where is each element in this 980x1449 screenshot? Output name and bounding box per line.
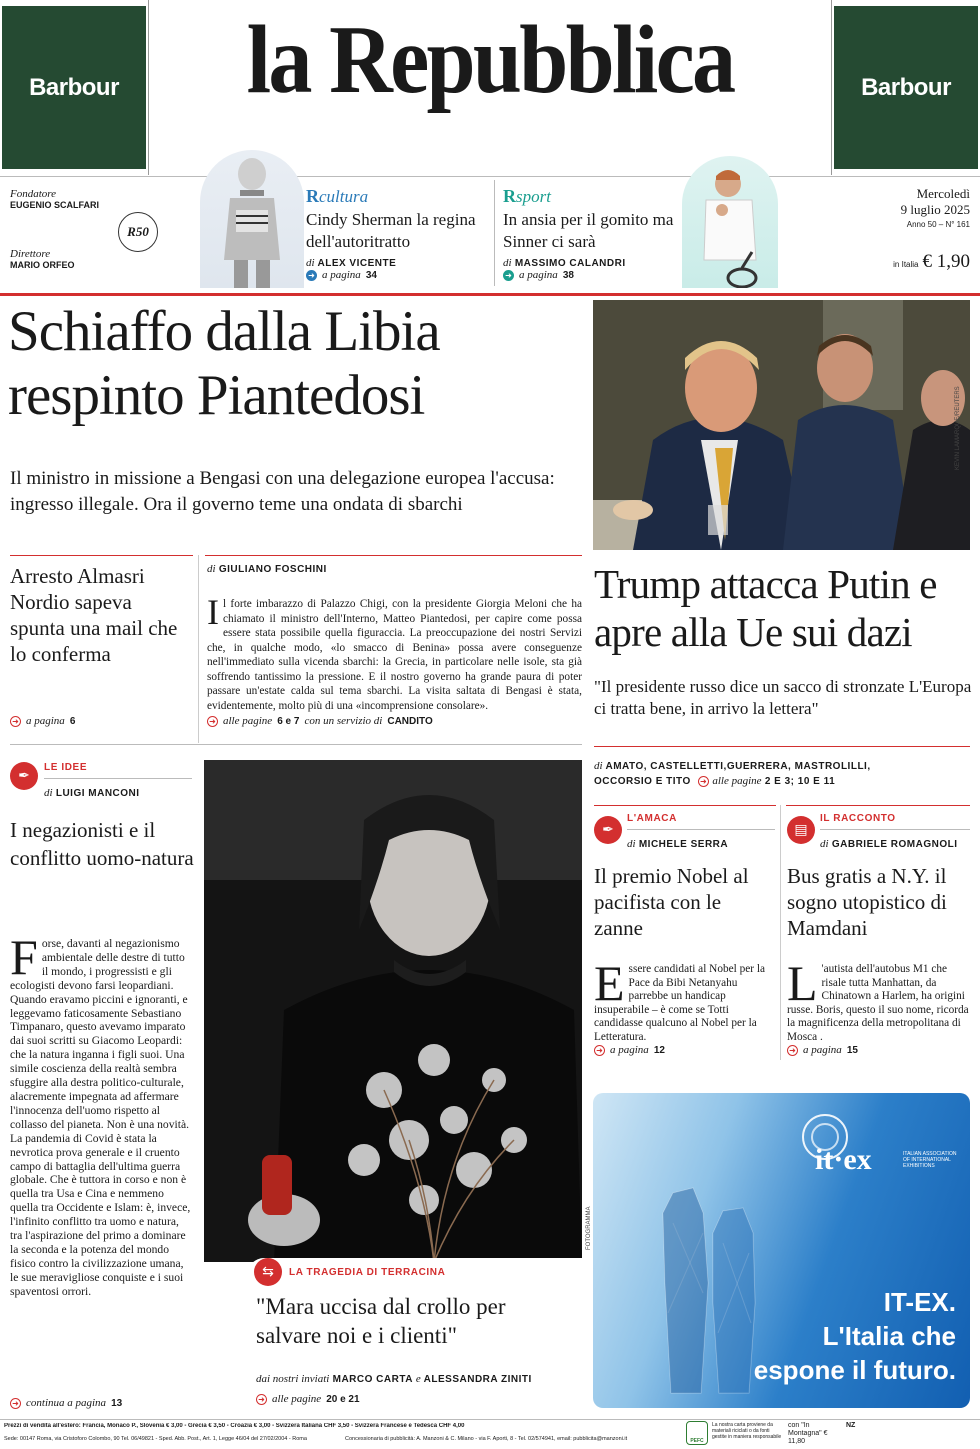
footer-address: Sede: 00147 Roma, via Cristoforo Colombo, 90 Tel. 06/49821 - Sped. Abb. Post., Art. 1, Legge 46/04 del 27/02/2004 - Roma [4,1436,307,1442]
price-label: in Italia [893,260,919,269]
itex-ad[interactable] [593,1093,970,1408]
itex-logo: it·ex [815,1143,872,1176]
amaca-body [594,955,774,1045]
arrow-icon: ➜ [787,1045,798,1056]
teaser-separator [494,180,495,286]
lead-by: di [207,563,216,575]
lead-ref[interactable] [207,715,433,727]
split-arrows-icon: ⇆ [254,1258,282,1286]
terracina-ref-prefix: alle pagine [272,1393,322,1405]
trump-authors-2: OCCORSIO E TITO [594,776,691,787]
terracina-byline [256,1373,532,1385]
terracina-photo-scene [204,760,582,1262]
trump-ref-prefix: alle pagine [712,775,762,787]
amaca-rule [627,829,775,830]
sherman-figure [200,150,304,288]
amaca-by: di [627,838,636,850]
trump-photo[interactable] [593,300,970,550]
column-separator [198,555,199,743]
amaca-title[interactable]: Il premio Nobel al pacifista con le zanne [594,864,749,940]
lead-headline[interactable]: Schiaffo dalla Libia respinto Piantedosi [8,300,440,427]
pefc-logo [686,1421,708,1445]
terracina-photo[interactable] [204,760,582,1262]
trump-quote: "Il presidente russo dice un sacco di stronzate L'Europa ci tratta bene, in arrivo la lettera" [594,677,972,718]
itex-line-2: L'Italia che [822,1321,956,1351]
issue-number: Anno 50 – N° 161 [906,220,970,229]
trump-ref-pages: 2 E 3; 10 E 11 [764,776,836,787]
r50-logo: R50 [118,212,158,252]
amaca-author: MICHELE SERRA [638,839,729,850]
arrow-icon: ➜ [10,1398,21,1409]
teaser-cultura-title: Cindy Sherman la regina dell'autoritratto [306,210,476,251]
lead-bottom-rule [10,744,582,745]
ad-brand-right: Barbour [861,73,951,101]
trump-headline[interactable]: Trump attacca Putin e apre alla Ue sui dazi [594,561,937,655]
idee-body-text: orse, davanti al negazionismo ambientale delle destre di tutto il mondo, i progressisti e gli ecologisti devono farsi leopardiani. Quando eravamo piccini e ignoranti, e leggevamo faticosamente Sebastiano Timpanaro, questo avevamo imparato dai suoi scritti su Giacomo Leopardi: che la natura inganna i figli suoi. Una simile coscienza della realtà sembra sfuggire alla destra politico-culturale, alacremente impegnata ad affermare l'innocenza dell'uomo rispetto al collasso del pianeta. Non è una novità. La pandemia di Covid è stata la nevrotica prova generale e il cruento campo di battaglia dell'ultima guerra globale. Che è tuttora in corso e non è quella tra Usa e Cina e nemmeno quella tra Occidente e Islam: è, invece, l'infinito conflitto tra uomo e natura, tra l'aspirazione del primo a dominare la seconda e la potenza del mondo fisico contro la civilizzazione umana, le sue meravigliose conquiste e i suoi spaventosi orrori. [10,937,191,1298]
lead-rule [10,555,193,556]
pefc-label: PEFC [690,1438,704,1444]
terracina-and: e [415,1373,421,1385]
teaser-sport-section: sport [516,187,551,206]
racconto-top-rule [786,805,970,806]
terracina-by: dai nostri inviati [256,1373,330,1385]
trump-rule [594,746,970,747]
idee-ref[interactable] [10,1397,122,1409]
ad-box-left[interactable] [2,6,146,169]
amaca-ref[interactable] [594,1044,665,1056]
teaser-cultura-byline [306,257,492,269]
lead-ref-pages: 6 e 7 [277,715,300,727]
idee-byline [44,787,140,799]
teaser-sport-author: MASSIMO CALANDRI [514,258,626,269]
trump-photo-scene [593,300,970,550]
idee-body [10,929,192,1299]
almasri-ref[interactable] [10,715,75,727]
terracina-author-1: MARCO CARTA [332,1374,413,1385]
footer-prices: Prezzi di vendita all'estero: Francia, Monaco P., Slovenia € 3,00 - Grecia € 3,50 - Croazia € 3,00 - Svizzera Italiana CHF 3,50 - Svizzera Francese e Tedesca CHF 4,00 [4,1423,465,1429]
amaca-top-rule [594,805,776,806]
footer-extra: con "In Montagna" € 11,80 [788,1422,828,1445]
director-label: Direttore [10,248,51,260]
itex-logo-sub: ITALIAN ASSOCIATION OF INTERNATIONAL EXHIBITIONS [903,1151,957,1169]
racconto-by: di [820,838,829,850]
price: € 1,90 [922,251,970,272]
footer-nz: NZ [846,1422,856,1429]
teaser-sport[interactable] [503,186,683,281]
lead-subhead: Il ministro in missione a Bengasi con una delegazione europea l'accusa: ingresso illegale. Ora il governo teme una ondata di sbarchi [10,468,555,515]
racconto-body-text: 'autista dell'autobus M1 che risale tutta Manhattan, da Chinatown a Harlem, ha origini russe. Boris, questo il suo nome, ricorda la magnificenza della metropolitana di Mosca . [787,963,969,1043]
terracina-pages: 20 e 21 [326,1393,360,1405]
sherman-photo [200,150,304,288]
arrow-icon: ➜ [594,1045,605,1056]
arrow-icon: ➜ [256,1394,267,1405]
idee-title[interactable]: I negazionisti e il conflitto uomo-natura [10,818,194,870]
idee-rule [44,778,192,779]
lead-ref-suffix: con un servizio di [304,715,383,727]
lead-body-text: l forte imbarazzo di Palazzo Chigi, con la presidente Giorgia Meloni che ha chiamato il ministro dell'Interno, Matteo Piantedosi, per capire come possa essere stata possibile quella figuraccia. La preoccupazione dei nostri Servizi che, in qualche modo, «lo smacco di Benina» possa avere conseguenze nell'immediato sulla vicenda sbarchi: la Grecia, in particolare nelle isole, sta già soffrendo tantissimo la pressione. E il nostro governo ha grande paura di poter passare un'estate calda sul tema sbarchi. La visita saltata di Bengasi è stata, evidentemente, molto più di una «incomprensione consolare». [207,598,582,712]
racconto-kicker: IL RACCONTO [820,813,896,824]
terracina-kicker: LA TRAGEDIA DI TERRACINA [289,1267,446,1278]
footer-ads: Concessionaria di pubblicità: A. Manzoni & C. Milano - via F. Aporti, 8 - Tel. 02/574941, email: pubblicita@manzoni.it [345,1436,628,1442]
arrow-icon: ➜ [503,270,514,281]
newspaper-title[interactable]: la Repubblica [246,6,734,114]
teaser-cultura-by: di [306,257,315,269]
lead-byline [207,563,327,575]
teaser-cultura-section: cultura [319,187,369,206]
racconto-rule [820,829,970,830]
teaser-cultura-ref-prefix: a pagina [322,269,361,281]
terracina-author-2: ALESSANDRA ZINITI [423,1374,532,1385]
lead-author: GIULIANO FOSCHINI [218,564,327,575]
masthead-divider [0,176,980,177]
newspaper-icon: ▤ [787,816,815,844]
teaser-sport-ref[interactable] [503,269,683,281]
almasri-page: 6 [69,715,76,727]
trump-photo-credit: KEVIN LAMARQUE/REUTERS [955,386,961,470]
teaser-sport-byline [503,257,683,269]
teaser-cultura-page: 34 [365,269,377,281]
teaser-cultura[interactable] [306,186,492,281]
teaser-cultura-author: ALEX VICENTE [317,258,397,269]
racconto-page: 15 [846,1044,858,1056]
itex-line-3: espone il futuro. [753,1355,956,1385]
masthead-frame [148,0,832,175]
price-row [840,251,970,273]
trump-authors: AMATO, CASTELLETTI,GUERRERA, MASTROLILLI, [605,761,871,772]
racconto-ref[interactable] [787,1044,858,1056]
lead-ref-prefix: alle pagine [223,715,273,727]
racconto-ref-prefix: a pagina [803,1044,842,1056]
teaser-sport-title: In ansia per il gomito ma Sinner ci sarà [503,210,674,251]
amaca-ref-prefix: a pagina [610,1044,649,1056]
amaca-dropcap: E [594,955,625,1011]
teaser-cultura-label [306,186,492,207]
idee-page: 13 [111,1397,123,1409]
teaser-sport-page: 38 [562,269,574,281]
header-rule [0,293,980,296]
ad-box-right[interactable] [834,6,978,169]
racconto-dropcap: L [787,955,818,1011]
almasri-title[interactable]: Arresto Almasri Nordio sapeva spunta una mail che lo conferma [10,564,178,666]
lead-body [207,592,582,713]
lead-rule-2 [205,555,582,556]
terracina-ref[interactable] [256,1393,360,1405]
idee-author: LUIGI MANCONI [55,788,140,799]
amaca-body-text: ssere candidati al Nobel per la Pace da Bibi Netanyahu parrebbe un handicap insuperabile – è come se Totti candidasse qualcuno al Nobel per la Letteratura. [594,963,765,1043]
teaser-sport-label [503,186,683,207]
pen-icon: ✒ [10,762,38,790]
itex-line-1: IT-EX. [883,1287,956,1317]
idee-ref-prefix: continua a pagina [26,1397,107,1409]
column-separator [780,805,781,1060]
idee-by: di [44,787,53,799]
lead-ref-author: CANDITO [387,715,433,727]
racconto-author: GABRIELE ROMAGNOLI [831,839,958,850]
trump-byline [594,759,970,789]
sinner-figure [682,156,778,288]
arrow-icon: ➜ [699,777,708,786]
amaca-kicker: L'AMACA [627,813,677,824]
footer-rule [0,1419,980,1420]
arrow-icon: ➜ [306,270,317,281]
ad-brand-left: Barbour [29,73,119,101]
teaser-sport-by: di [503,257,512,269]
teaser-sport-r: R [503,186,516,206]
trump-by: di [594,760,603,772]
sinner-photo [682,156,778,288]
date: 9 luglio 2025 [900,202,970,217]
director-name: MARIO ORFEO [10,260,75,270]
founder-label: Fondatore [10,188,57,200]
terracina-photo-credit: FOTOGRAMMA [586,1206,592,1250]
teaser-sport-ref-prefix: a pagina [519,269,558,281]
amaca-page: 12 [653,1044,665,1056]
racconto-title[interactable]: Bus gratis a N.Y. il sogno utopistico di Mamdani [787,864,947,940]
arrow-icon: ➜ [207,716,218,727]
idee-kicker: LE IDEE [44,762,88,773]
racconto-byline [820,838,958,850]
amaca-byline [627,838,728,850]
teaser-cultura-r: R [306,186,319,206]
terracina-quote: "Mara uccisa dal crollo per salvare noi e i clienti" [256,1294,506,1348]
racconto-body [787,955,972,1045]
idee-dropcap: F [10,929,38,985]
founder-block [10,188,120,270]
date-block [840,186,970,273]
almasri-ref-prefix: a pagina [26,715,65,727]
teaser-cultura-ref[interactable] [306,269,492,281]
arrow-icon: ➜ [10,716,21,727]
founder-name: EUGENIO SCALFARI [10,200,100,210]
footer-paper: La nostra carta proviene da materiali riciclati o da fonti gestite in maniera responsabile [712,1422,782,1440]
pen-icon: ✒ [594,816,622,844]
weekday: Mercoledì [916,186,970,201]
lead-dropcap: I [207,592,219,632]
